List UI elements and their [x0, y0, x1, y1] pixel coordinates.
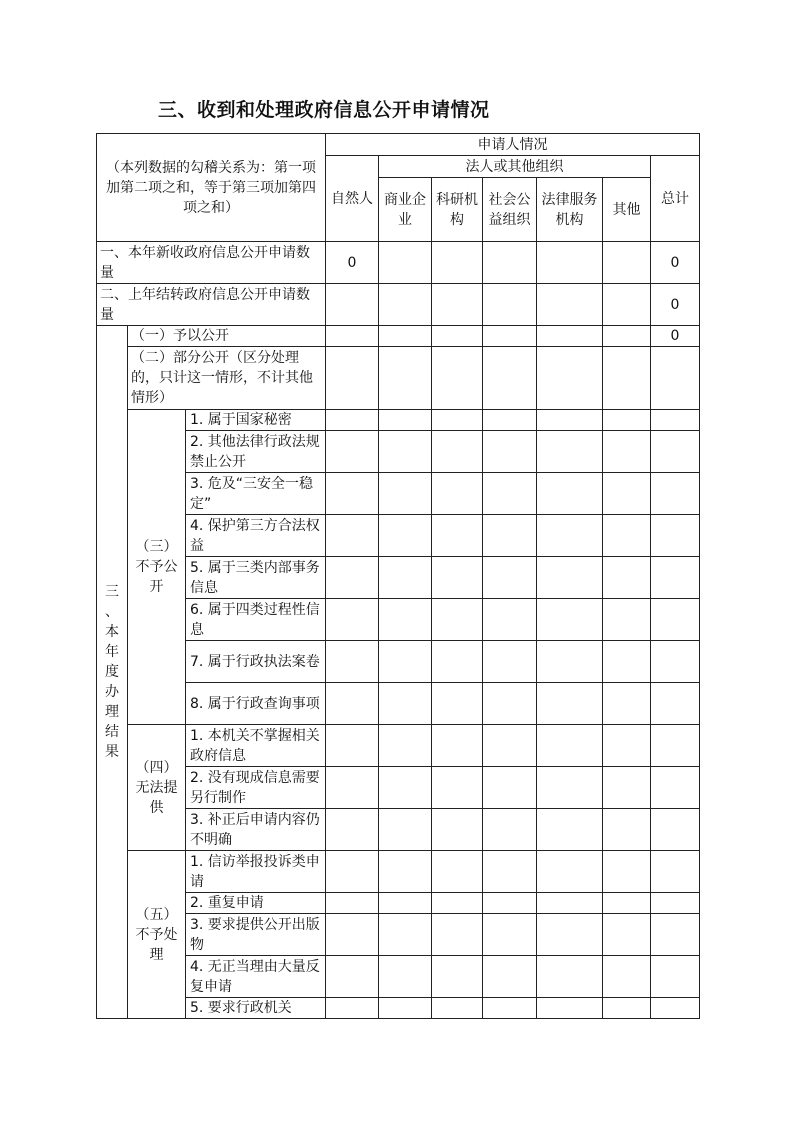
no-process-item: 2. 重复申请 — [186, 893, 326, 914]
no-process-item: 5. 要求行政机关 — [186, 998, 326, 1019]
unable-item: 3. 补正后申请内容仍不明确 — [186, 809, 326, 851]
info-disclosure-table — [96, 133, 700, 1019]
unable-item: 2. 没有现成信息需要另行制作 — [186, 767, 326, 809]
unable-item: 1. 本机关不掌握相关政府信息 — [186, 725, 326, 767]
row-carryover-label: 二、上年结转政府信息公开申请数量 — [97, 284, 326, 326]
total-header: 总计 — [651, 156, 700, 242]
commercial-header: 商业企业 — [379, 178, 432, 242]
row-new-requests-label: 一、本年新收政府信息公开申请数量 — [97, 242, 326, 284]
not-disclose-item: 6. 属于四类过程性信息 — [186, 599, 326, 641]
not-disclose-item: 8. 属于行政查询事项 — [186, 683, 326, 725]
not-disclose-item: 4. 保护第三方合法权益 — [186, 515, 326, 557]
natural-person-header: 自然人 — [326, 156, 379, 242]
not-disclose-item: 5. 属于三类内部事务信息 — [186, 557, 326, 599]
legal-service-header: 法律服务机构 — [537, 178, 603, 242]
no-process-item: 3. 要求提供公开出版物 — [186, 914, 326, 956]
row-carryover-total: 0 — [651, 284, 700, 326]
applicant-situation-header: 申请人情况 — [326, 134, 700, 156]
row-new-requests-natural: 0 — [326, 242, 379, 284]
row-new-requests-total: 0 — [651, 242, 700, 284]
header-note-cell — [97, 134, 326, 242]
row-disclose-label: （一）予以公开 — [128, 326, 326, 347]
row-disclose-total: 0 — [651, 326, 700, 347]
no-process-item: 1. 信访举报投诉类申请 — [186, 851, 326, 893]
row-partial-label: （二）部分公开（区分处理的，只计这一情形，不计其他情形） — [128, 347, 326, 410]
not-disclose-item: 7. 属于行政执法案卷 — [186, 641, 326, 683]
legal-person-group-header: 法人或其他组织 — [379, 156, 651, 178]
social-header: 社会公益组织 — [483, 178, 537, 242]
not-disclose-item: 1. 属于国家秘密 — [186, 410, 326, 431]
section3-label-cell — [97, 326, 128, 1019]
no-process-item: 4. 无正当理由大量反复申请 — [186, 956, 326, 998]
not-disclose-item: 3. 危及“三安全一稳定” — [186, 473, 326, 515]
not-disclose-label: （三）不予公开 — [128, 410, 186, 725]
unable-label: （四）无法提供 — [128, 725, 186, 851]
research-header: 科研机构 — [432, 178, 483, 242]
page-title: 三、收到和处理政府信息公开申请情况 — [158, 99, 490, 121]
section3-label: 三 、 本 年 度 办 理 结 果 — [105, 584, 119, 760]
header-note: （本列数据的勾稽关系为：第一项加第二项之和，等于第三项加第四项之和） — [106, 159, 316, 216]
no-process-label: （五）不予处理 — [128, 851, 186, 1019]
other-header: 其他 — [603, 178, 651, 242]
not-disclose-item: 2. 其他法律行政法规禁止公开 — [186, 431, 326, 473]
